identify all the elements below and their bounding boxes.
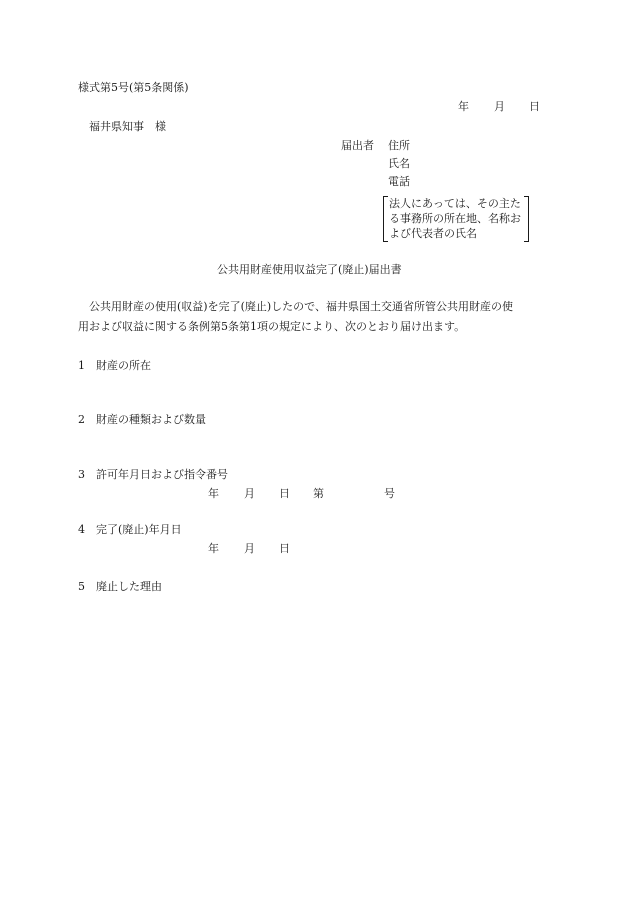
item-label: 廃止した理由: [96, 580, 162, 593]
addressee: 福井県知事 様: [89, 120, 166, 133]
permit-day: 日: [279, 487, 290, 500]
item-number: 5: [78, 580, 85, 593]
permit-month: 月: [244, 487, 255, 500]
applicant-address-label: 住所: [388, 139, 410, 152]
body-text: [78, 297, 554, 337]
corporate-note-line: る事務所の所在地、名称お: [389, 212, 521, 225]
item-number: 4: [78, 523, 85, 536]
completion-day: 日: [279, 542, 290, 555]
item-label: 許可年月日および指令番号: [96, 468, 228, 481]
item-label: 財産の種類および数量: [96, 413, 206, 426]
completion-year: 年: [208, 542, 219, 555]
form-label: 様式第5号(第5条関係): [78, 81, 189, 94]
item-number: 1: [78, 359, 85, 372]
applicant-phone-label: 電話: [388, 175, 410, 188]
date-day: 日: [529, 100, 540, 113]
document-title: 公共用財産使用収益完了(廃止)届出書: [217, 263, 402, 276]
item-number: 2: [78, 413, 85, 426]
body-line: 用および収益に関する条例第5条第1項の規定により、次のとおり届け出ます。: [78, 320, 466, 333]
right-bracket: [524, 196, 529, 242]
permit-dai: 第: [313, 487, 324, 500]
body-line: 公共用財産の使用(収益)を完了(廃止)したので、福井県国土交通省所管公共用財産の使: [78, 300, 513, 313]
corporate-note-line: 法人にあっては、その主た: [389, 197, 521, 210]
applicant-name-label: 氏名: [388, 157, 410, 170]
corporate-note: [383, 196, 529, 242]
date-month: 月: [494, 100, 505, 113]
permit-go: 号: [384, 487, 395, 500]
left-bracket: [383, 196, 388, 242]
permit-year: 年: [208, 487, 219, 500]
corporate-note-line: よび代表者の氏名: [389, 227, 477, 240]
item-label: 完了(廃止)年月日: [96, 523, 182, 536]
date-year: 年: [458, 100, 469, 113]
item-number: 3: [78, 468, 85, 481]
applicant-label: 届出者: [341, 139, 374, 152]
item-label: 財産の所在: [96, 359, 151, 372]
completion-month: 月: [244, 542, 255, 555]
